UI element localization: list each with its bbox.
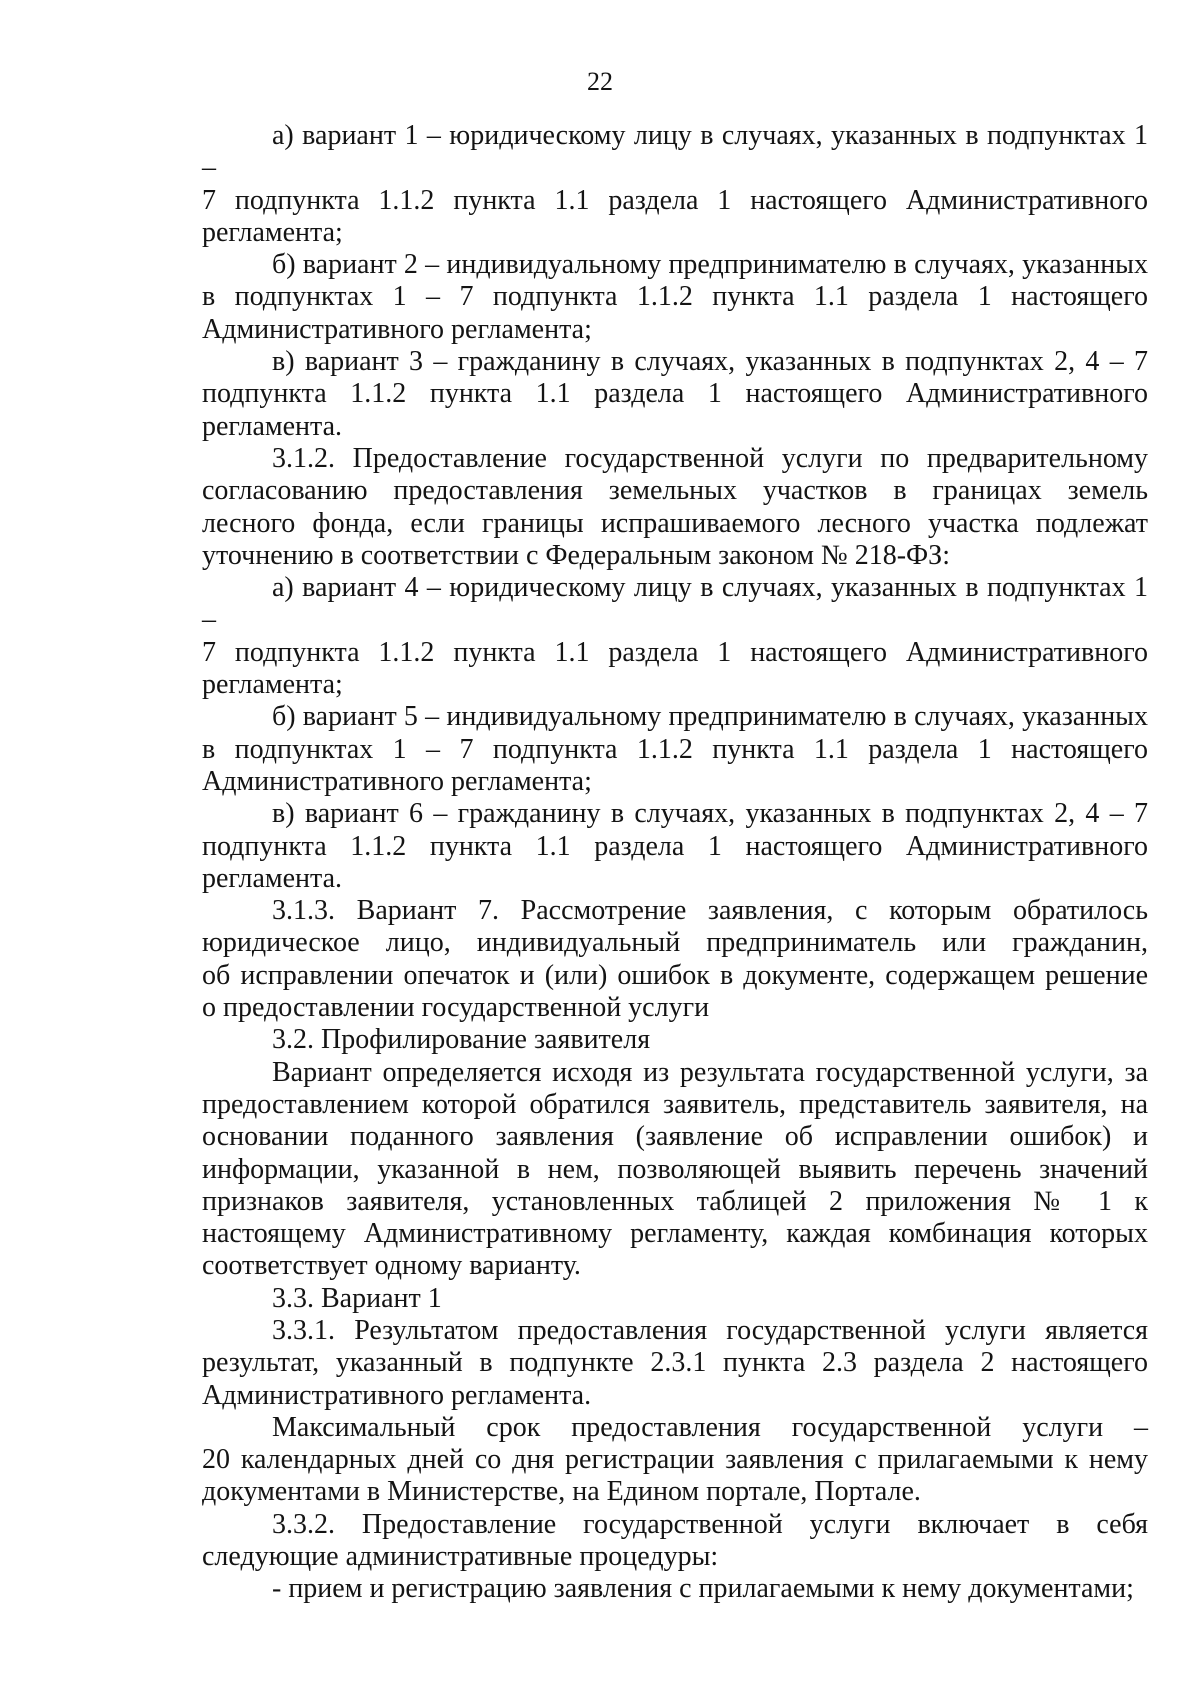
paragraph (202, 249, 1148, 346)
document-body (202, 120, 1148, 1606)
paragraph (202, 798, 1148, 895)
text-line: Административного регламента; (202, 313, 592, 345)
paragraph (202, 572, 1148, 701)
paragraph (202, 1057, 1148, 1283)
text-line: в) вариант 6 – гражданину в случаях, указанных в подпунктах 2, 4 – 7 (272, 798, 1148, 830)
text-line: 3.3.1. Результатом предоставления государственной услуги является (272, 1314, 1148, 1346)
text-line: в подпунктах 1 – 7 подпункта 1.1.2 пункта 1.1 раздела 1 настоящего (202, 281, 1148, 313)
text-line: уточнению в соответствии с Федеральным законом № 218-ФЗ: (202, 539, 950, 571)
text-line: результат, указанный в подпункте 2.3.1 пункта 2.3 раздела 2 настоящего (202, 1347, 1148, 1379)
paragraph (202, 120, 1148, 249)
text-line: Максимальный срок предоставления государственной услуги – (272, 1411, 1148, 1443)
text-line: 3.3.2. Предоставление государственной услуги включает в себя (272, 1508, 1148, 1540)
text-line: документами в Министерстве, на Едином портале, Портале. (202, 1476, 921, 1508)
text-line: 7 подпункта 1.1.2 пункта 1.1 раздела 1 настоящего Административного (202, 184, 1148, 216)
text-line: о предоставлении государственной услуги (202, 992, 710, 1024)
text-line: регламента. (202, 862, 343, 894)
text-line: в подпунктах 1 – 7 подпункта 1.1.2 пункта 1.1 раздела 1 настоящего (202, 733, 1148, 765)
paragraph (202, 1315, 1148, 1412)
text-line: 7 подпункта 1.1.2 пункта 1.1 раздела 1 настоящего Административного (202, 636, 1148, 668)
text-line: регламента; (202, 669, 343, 701)
text-line: подпункта 1.1.2 пункта 1.1 раздела 1 настоящего Административного (202, 378, 1148, 410)
text-line: лесного фонда, если границы испрашиваемого лесного участка подлежат (202, 507, 1148, 539)
page-number: 22 (587, 67, 613, 96)
paragraph (202, 1412, 1148, 1509)
text-line: 20 календарных дней со дня регистрации заявления с прилагаемыми к нему (202, 1444, 1148, 1476)
text-line: - прием и регистрацию заявления с прилагаемыми к нему документами; (272, 1573, 1134, 1605)
text-line: регламента. (202, 410, 343, 442)
text-line: 3.2. Профилирование заявителя (272, 1024, 651, 1056)
text-line: б) вариант 2 – индивидуальному предпринимателю в случаях, указанных (272, 249, 1148, 281)
text-line: следующие административные процедуры: (202, 1541, 719, 1573)
text-line: Административного регламента; (202, 765, 592, 797)
paragraph (202, 443, 1148, 572)
text-line: информации, указанной в нем, позволяющей выявить перечень значений (202, 1153, 1148, 1185)
text-line: об исправлении опечаток и (или) ошибок в документе, содержащем решение (202, 959, 1148, 991)
text-line: юридическое лицо, индивидуальный предприниматель или гражданин, (202, 927, 1148, 959)
text-line: 3.1.3. Вариант 7. Рассмотрение заявления, с которым обратилось (272, 895, 1148, 927)
paragraph (202, 346, 1148, 443)
text-line: соответствует одному варианту. (202, 1250, 581, 1282)
text-line: б) вариант 5 – индивидуальному предпринимателю в случаях, указанных (272, 701, 1148, 733)
paragraph (202, 1509, 1148, 1574)
paragraph (202, 1573, 1148, 1605)
text-line: подпункта 1.1.2 пункта 1.1 раздела 1 настоящего Административного (202, 830, 1148, 862)
text-line: признаков заявителя, установленных таблицей 2 приложения № 1 к (202, 1185, 1148, 1217)
paragraph (202, 895, 1148, 1024)
text-line: а) вариант 1 – юридическому лицу в случаях, указанных в подпунктах 1 – (202, 120, 1148, 184)
text-line: регламента; (202, 216, 343, 248)
paragraph (202, 1283, 1148, 1315)
text-line: Вариант определяется исходя из результата государственной услуги, за (272, 1056, 1148, 1088)
text-line: а) вариант 4 – юридическому лицу в случаях, указанных в подпунктах 1 – (202, 572, 1148, 636)
text-line: 3.1.2. Предоставление государственной услуги по предварительному (272, 442, 1148, 474)
paragraph (202, 701, 1148, 798)
text-line: предоставлением которой обратился заявитель, представитель заявителя, на (202, 1088, 1148, 1120)
text-line: основании поданного заявления (заявление об исправлении ошибок) и (202, 1121, 1148, 1153)
text-line: Административного регламента. (202, 1379, 592, 1411)
text-line: 3.3. Вариант 1 (272, 1282, 442, 1314)
paragraph (202, 1024, 1148, 1056)
text-line: согласованию предоставления земельных участков в границах земель (202, 475, 1148, 507)
text-line: настоящему Административному регламенту, каждая комбинация которых (202, 1218, 1148, 1250)
text-line: в) вариант 3 – гражданину в случаях, указанных в подпунктах 2, 4 – 7 (272, 346, 1148, 378)
